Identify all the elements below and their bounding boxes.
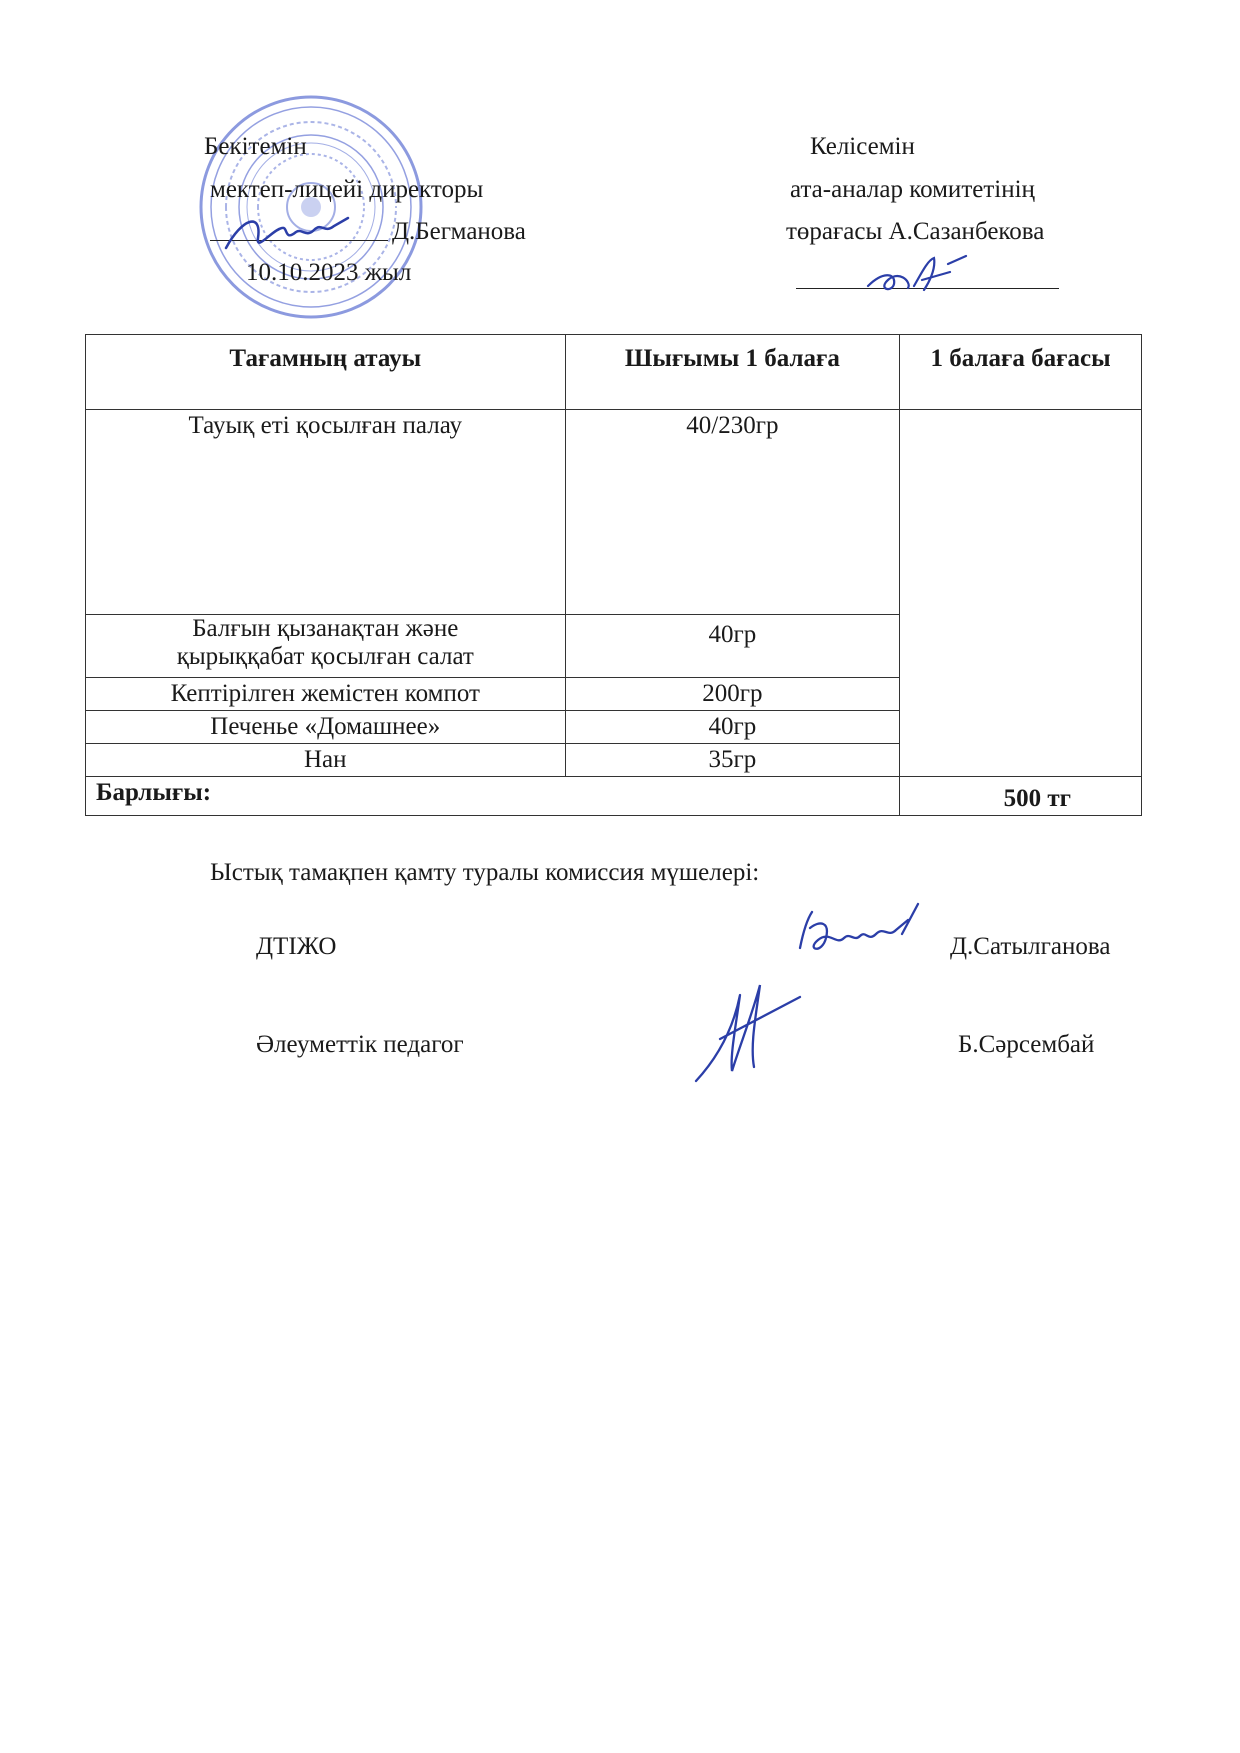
member-name: Д.Сатылганова (950, 933, 1111, 960)
member-role: Әлеуметтік педагог (256, 1031, 464, 1058)
header-dish-name: Тағамның атауы (86, 335, 566, 410)
member-signature (690, 975, 815, 1090)
member-name: Б.Сәрсембай (958, 1031, 1095, 1058)
agree-position: ата-аналар комитетінің (790, 176, 1035, 203)
chair-signature (862, 252, 972, 297)
dish-name: Тауық еті қосылған палау (86, 410, 566, 615)
agree-name: төрағасы А.Сазанбекова (786, 218, 1045, 245)
agree-title: Келісемін (810, 133, 915, 160)
approve-name: Д.Бегманова (392, 218, 526, 245)
member-signature (790, 898, 925, 968)
total-label: Барлығы: (86, 777, 900, 816)
price-cell (900, 410, 1142, 777)
dish-name: Балғын қызанақтан және қырыққабат қосылған салат (86, 615, 566, 678)
total-value: 500 тг (900, 777, 1142, 816)
dish-yield: 200гр (565, 678, 900, 711)
dish-yield: 40гр (565, 615, 900, 678)
approve-title: Бекітемін (204, 133, 307, 160)
table-total-row (86, 777, 1142, 816)
dish-yield: 35гр (565, 744, 900, 777)
director-signature (222, 208, 352, 258)
menu-table (85, 334, 1142, 816)
dish-name: Печенье «Домашнее» (86, 711, 566, 744)
dish-name: Нан (86, 744, 566, 777)
dish-yield: 40/230гр (565, 410, 900, 615)
dish-name: Кептірілген жемістен компот (86, 678, 566, 711)
header-yield: Шығымы 1 балаға (565, 335, 900, 410)
member-role: ДТІЖО (256, 933, 337, 960)
table-row (86, 410, 1142, 615)
approve-position: мектеп-лицейі директоры (210, 176, 484, 203)
table-header-row (86, 335, 1142, 410)
header-price: 1 балаға бағасы (900, 335, 1142, 410)
dish-yield: 40гр (565, 711, 900, 744)
approve-date: 10.10.2023 жыл (246, 259, 412, 286)
commission-heading: Ыстық тамақпен қамту туралы комиссия мүшелері: (210, 859, 760, 886)
